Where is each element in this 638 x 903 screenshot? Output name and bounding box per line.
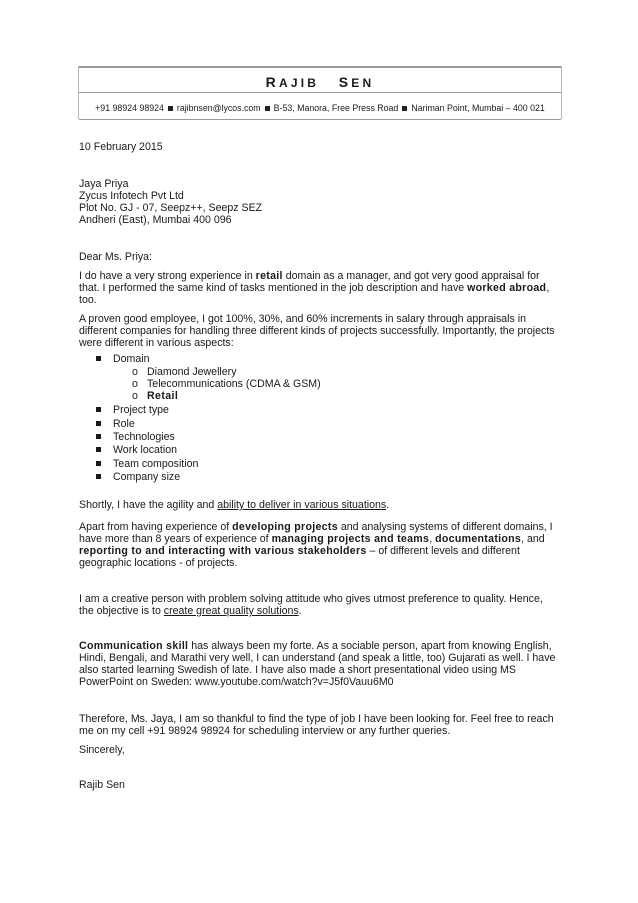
p2-line3: were different in various aspects: [79, 337, 234, 349]
p4-line2: have more than 8 years of experience of managing projects and teams, documentations, and [79, 533, 545, 545]
recipient-name: Jaya Priya [79, 178, 129, 190]
square-bullet-icon [402, 106, 407, 111]
last-name: SEN [338, 74, 375, 90]
square-bullet-icon [96, 431, 104, 439]
p2-line1: A proven good employee, I got 100%, 30%, and 60% increments in salary through appraisals in [79, 313, 526, 325]
p6-line3: also started learning Swedish of late. I have also made a short presentational video using MS [79, 664, 516, 676]
list-item: Company size [113, 471, 181, 483]
p5-line1: I am a creative person with problem solving attitude who gives utmost preference to quality. Hence, [79, 593, 543, 605]
header-top-rule [79, 66, 561, 68]
sub-item: Diamond Jewellery [147, 366, 237, 378]
letterhead [78, 66, 562, 119]
p1-line3: too. [79, 294, 97, 306]
list-item: Project type [113, 404, 169, 416]
list-item: Team composition [113, 458, 199, 470]
square-bullet-icon [96, 458, 104, 466]
sender-name [79, 76, 561, 89]
p5-line2: the objective is to create great quality solutions. [79, 605, 302, 617]
p2-line2: different companies for handling three different kinds of projects successfully. Importantly, the projects [79, 325, 555, 337]
recipient-company: Zycus Infotech Pvt Ltd [79, 190, 184, 202]
list-item: Role [113, 418, 135, 430]
sub-bullet-icon: o [132, 378, 138, 390]
address: B-53, Manora, Free Press Road [273, 103, 399, 113]
p4-line4: geographic locations - of projects. [79, 557, 238, 569]
p6-line1: Communication skill has always been my forte. As a sociable person, apart from knowing English, [79, 640, 552, 652]
square-bullet-icon [96, 471, 104, 479]
first-name: RAJIB [265, 74, 320, 90]
p6-line2: Hindi, Bengali, and Marathi very well, I can understand (and speak a little, too) Gujarati as well. I have [79, 652, 556, 664]
square-bullet-icon [96, 444, 104, 452]
sub-item: Telecommunications (CDMA & GSM) [147, 378, 321, 390]
recipient-city: Andheri (East), Mumbai 400 096 [79, 214, 232, 226]
email: rajibnsen@lycos.com [176, 103, 261, 113]
p4-line1: Apart from having experience of developing projects and analysing systems of different domains, I [79, 521, 553, 533]
list-item: Work location [113, 444, 177, 456]
contact-line [79, 102, 561, 114]
header-middle-rule [79, 92, 561, 93]
list-item: Technologies [113, 431, 175, 443]
phone: +91 98924 98924 [95, 103, 164, 113]
p7-line2: me on my cell +91 98924 98924 for scheduling interview or any further queries. [79, 725, 451, 737]
square-bullet-icon [96, 353, 104, 361]
address-city: Nariman Point, Mumbai – 400 021 [411, 103, 545, 113]
recipient-street: Plot No. GJ - 07, Seepz++, Seepz SEZ [79, 202, 263, 214]
p1-line1: I do have a very strong experience in retail domain as a manager, and got very good appraisal for [79, 270, 540, 282]
square-bullet-icon [168, 106, 173, 111]
salutation: Dear Ms. Priya: [79, 251, 152, 263]
letter-date: 10 February 2015 [79, 141, 163, 153]
p7-line1: Therefore, Ms. Jaya, I am so thankful to find the type of job I have been looking for. Feel free to reach [79, 713, 554, 725]
p4-line3: reporting to and interacting with various stakeholders – of different levels and different [79, 545, 520, 557]
sub-item-bold: Retail [147, 390, 179, 402]
square-bullet-icon [96, 404, 104, 412]
signature: Rajib Sen [79, 779, 125, 791]
sub-bullet-icon: o [132, 366, 138, 378]
square-bullet-icon [96, 418, 104, 426]
square-bullet-icon [265, 106, 270, 111]
list-item-domain: Domain [113, 353, 150, 365]
closing: Sincerely, [79, 744, 125, 756]
p3-line: Shortly, I have the agility and ability to deliver in various situations. [79, 499, 390, 511]
p6-line4: PowerPoint on Sweden: www.youtube.com/watch?v=J5f0Vauu6M0 [79, 676, 394, 688]
p1-line2: that. I performed the same kind of tasks mentioned in the job description and have worked abroad, [79, 282, 550, 294]
header-bottom-rule [79, 119, 561, 120]
sub-bullet-icon: o [132, 390, 138, 402]
